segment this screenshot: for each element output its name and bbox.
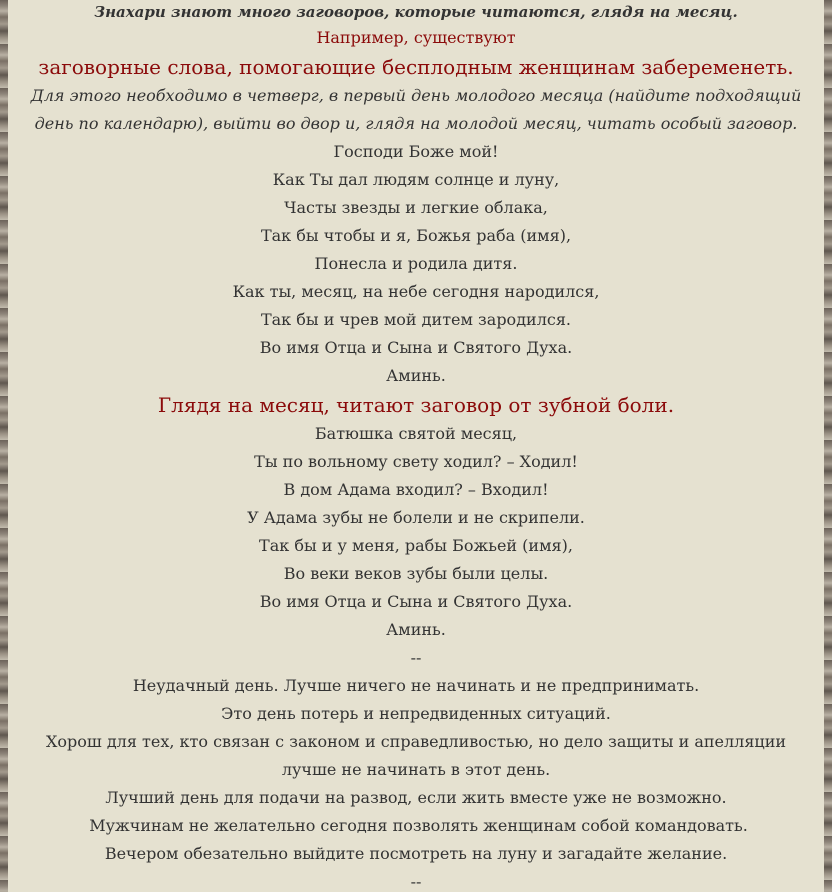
- prayer-fertility: [10, 138, 822, 390]
- forecast-line: Это день потерь и непредвиденных ситуаций.: [221, 704, 611, 723]
- prayer-line: Так бы чтобы и я, Божья раба (имя),: [260, 226, 572, 245]
- forecast-line: Вечером обезательно выйдите посмотреть на луну и загадайте желание.: [104, 844, 728, 863]
- prayer-line: Так бы и у меня, рабы Божьей (имя),: [259, 536, 573, 555]
- prayer-line: Ты по вольному свету ходил? – Ходил!: [254, 452, 578, 471]
- prayer-line: Во веки веков зубы были целы.: [283, 564, 549, 583]
- separator-bottom: --: [410, 872, 422, 891]
- separator: --: [410, 648, 422, 667]
- prayer-line: В дом Адама входил? – Входил!: [283, 480, 549, 499]
- forecast-line: Мужчинам не желательно сегодня позволять женщинам собой командовать.: [84, 816, 748, 835]
- example-label: Например, существуют: [316, 28, 516, 47]
- forecast-line: Неудачный день. Лучше ничего не начинать и не предпринимать.: [132, 676, 700, 695]
- prayer-line: Как Ты дал людям солнце и луну,: [272, 170, 560, 189]
- prayer-line: Во имя Отца и Сына и Святого Духа.: [259, 338, 573, 357]
- prayer-line: У Адама зубы не болели и не скрипели.: [247, 508, 585, 527]
- prayer-line: Аминь.: [386, 620, 446, 639]
- instruction-line: день по календарю), выйти во двор и, глядя на молодой месяц, читать особый заговор.: [34, 114, 798, 133]
- section-heading-toothache: Глядя на месяц, читают заговор от зубной боли.: [157, 393, 675, 417]
- forecast-line: Хорош для тех, кто связан с законом и справедливостью, но дело защиты и апелляции: [45, 732, 787, 751]
- article-content: [10, 0, 822, 892]
- prayer-line: Как ты, месяц, на небе сегодня народился,: [232, 282, 600, 301]
- forecast-line: Лучший день для подачи на развод, если жить вместе уже не возможно.: [105, 788, 727, 807]
- prayer-line: Господи Боже мой!: [333, 142, 499, 161]
- section-heading-fertility: заговорные слова, помогающие бесплодным женщинам забеременеть.: [38, 55, 794, 79]
- instruction-line: Для этого необходимо в четверг, в первый день молодого месяца (найдите подходящий: [30, 86, 802, 105]
- day-forecast: [10, 672, 822, 868]
- prayer-toothache: [10, 420, 822, 644]
- forecast-line: лучше не начинать в этот день.: [281, 760, 551, 779]
- prayer-line: Понесла и родила дитя.: [314, 254, 518, 273]
- prayer-line: Аминь.: [386, 366, 446, 385]
- prayer-line: Во имя Отца и Сына и Святого Духа.: [259, 592, 573, 611]
- intro-text: Знахари знают много заговоров, которые читаются, глядя на месяц.: [94, 3, 738, 21]
- left-torn-edge: [0, 0, 8, 892]
- right-torn-edge: [824, 0, 832, 892]
- prayer-line: Часты звезды и легкие облака,: [284, 198, 548, 217]
- prayer-line: Так бы и чрев мой дитем зародился.: [260, 310, 572, 329]
- prayer-line: Батюшка святой месяц,: [314, 424, 518, 443]
